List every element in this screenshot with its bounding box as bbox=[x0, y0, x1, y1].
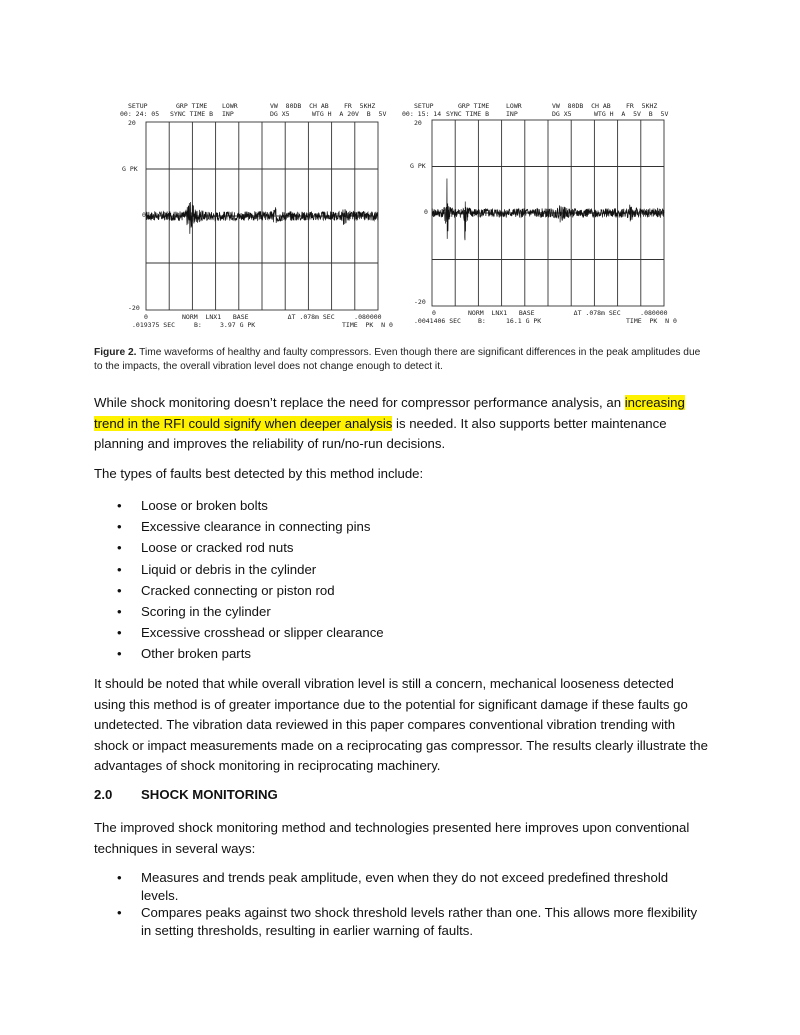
right-y-mid-label: G PK bbox=[410, 162, 426, 170]
right-hdr-inp: INP bbox=[506, 110, 518, 118]
list-item: • Loose or cracked rod nuts bbox=[94, 538, 708, 559]
right-hdr-wtg: WTG H A 5V B 5V bbox=[594, 110, 669, 118]
left-y-bottom-label: -20 bbox=[128, 304, 140, 312]
healthy-graphic bbox=[120, 100, 390, 332]
right-hdr-sync: SYNC TIME B bbox=[446, 110, 490, 118]
left-y-mid-label: G PK bbox=[122, 165, 138, 173]
list-item: • Liquid or debris in the cylinder bbox=[94, 560, 708, 581]
caption-text: Time waveforms of healthy and faulty compressors. Even though there are significant differences in the peak amplitudes due to the impacts, the overall vibration level does not change enough to detect it. bbox=[94, 347, 701, 372]
paragraph-looseness: It should be noted that while overall vibration level is still a concern, mechanical looseness detected using this method is of greater importance due to the potential for significant damage if these faults go undetected. The vibration data reviewed in this paper compares conventional vibration trending with shock or impact measurements made on a reciprocating gas compressor. The results clearly illustrate the advantages of shock monitoring in reciprocating machinery. bbox=[94, 676, 708, 773]
left-footer-row1: NORM LNX1 BASE ΔT .078m SEC .080000 bbox=[182, 313, 382, 321]
faulty-compressor-waveform-plot bbox=[402, 100, 677, 332]
right-hdr-lowr: LOWR bbox=[506, 102, 522, 110]
left-hdr-sync: SYNC TIME B bbox=[170, 110, 214, 118]
left-hdr-inp: INP bbox=[222, 110, 234, 118]
right-footer-row1: NORM LNX1 BASE ΔT .078m SEC .080000 bbox=[468, 309, 668, 317]
paragraph-improvements-intro: The improved shock monitoring method and technologies presented here improves upon conventional techniques in several ways: bbox=[94, 820, 690, 856]
list-item: • Compares peaks against two shock threshold levels rather than one. This allows more flexibility in setting thresholds, resulting in earlier warning of faults. bbox=[94, 904, 708, 939]
list-item: • Excessive crosshead or slipper clearance bbox=[94, 623, 708, 644]
left-y-top-label: 20 bbox=[128, 119, 136, 127]
section-title: SHOCK MONITORING bbox=[141, 787, 278, 802]
right-footer-b: B: bbox=[478, 317, 486, 325]
right-y-bottom-label: -20 bbox=[414, 298, 426, 306]
right-hdr-grptime: GRP TIME bbox=[458, 102, 490, 110]
right-footer-right: TIME PK N 0 bbox=[626, 317, 677, 325]
para1-before: While shock monitoring doesn’t replace the need for compressor performance analysis, an bbox=[94, 395, 625, 410]
left-footer-b: B: bbox=[194, 321, 202, 329]
right-x-zero-label: 0 bbox=[432, 309, 436, 317]
right-hdr-setup: SETUP bbox=[414, 102, 434, 110]
list-item: • Measures and trends peak amplitude, even when they do not exceed predefined threshold levels. bbox=[94, 869, 708, 904]
para1-after: is needed. It also supports better maintenance planning and improves the reliability of run/no-run decisions. bbox=[94, 415, 667, 451]
right-hdr-clock: 00: 15: 14 bbox=[402, 110, 442, 118]
right-y-zero-label: 0 bbox=[424, 208, 428, 216]
healthy-compressor-waveform-plot bbox=[120, 100, 393, 332]
right-footer-peak: 16.1 G PK bbox=[506, 317, 542, 325]
list-item: • Loose or broken bolts bbox=[94, 496, 708, 517]
right-footer-time: .0041406 SEC bbox=[414, 317, 461, 325]
section-heading bbox=[94, 787, 278, 802]
left-x-zero-label: 0 bbox=[144, 313, 148, 321]
left-hdr-vw: VW 80DB CH AB bbox=[270, 102, 329, 110]
right-hdr-fr: FR 5KHZ bbox=[626, 102, 658, 110]
left-footer-peak: 3.97 G PK bbox=[220, 321, 256, 329]
improvements-list bbox=[94, 869, 708, 939]
left-hdr-clock: 00: 24: 05 bbox=[120, 110, 160, 118]
list-item: • Other broken parts bbox=[94, 644, 708, 665]
paragraph-fault-types: The types of faults best detected by this method include: bbox=[94, 466, 424, 481]
paragraph-intro bbox=[94, 393, 708, 455]
list-item: • Scoring in the cylinder bbox=[94, 602, 708, 623]
figure-caption bbox=[94, 346, 706, 374]
faulty-graphic bbox=[402, 100, 672, 332]
left-y-zero-label: 0 bbox=[142, 211, 146, 219]
right-y-top-label: 20 bbox=[414, 119, 422, 127]
list-item: • Excessive clearance in connecting pins bbox=[94, 517, 708, 538]
left-hdr-wtg: WTG H A 20V B 5V bbox=[312, 110, 387, 118]
caption-label: Figure 2. bbox=[94, 347, 137, 358]
section-number: 2.0 bbox=[94, 787, 113, 802]
left-hdr-fr: FR 5KHZ bbox=[344, 102, 376, 110]
left-hdr-lowr: LOWR bbox=[222, 102, 238, 110]
fault-list bbox=[94, 496, 708, 666]
para1-highlight: increasing trend in the RFI could signify when deeper analysis bbox=[94, 395, 685, 431]
right-hdr-dg: DG X5 bbox=[552, 110, 572, 118]
list-item: • Cracked connecting or piston rod bbox=[94, 581, 708, 602]
left-hdr-grptime: GRP TIME bbox=[176, 102, 208, 110]
left-hdr-dg: DG X5 bbox=[270, 110, 290, 118]
right-hdr-vw: VW 80DB CH AB bbox=[552, 102, 611, 110]
left-hdr-setup: SETUP bbox=[128, 102, 148, 110]
left-footer-right: TIME PK N 0 bbox=[342, 321, 393, 329]
left-footer-time: .019375 SEC bbox=[132, 321, 176, 329]
